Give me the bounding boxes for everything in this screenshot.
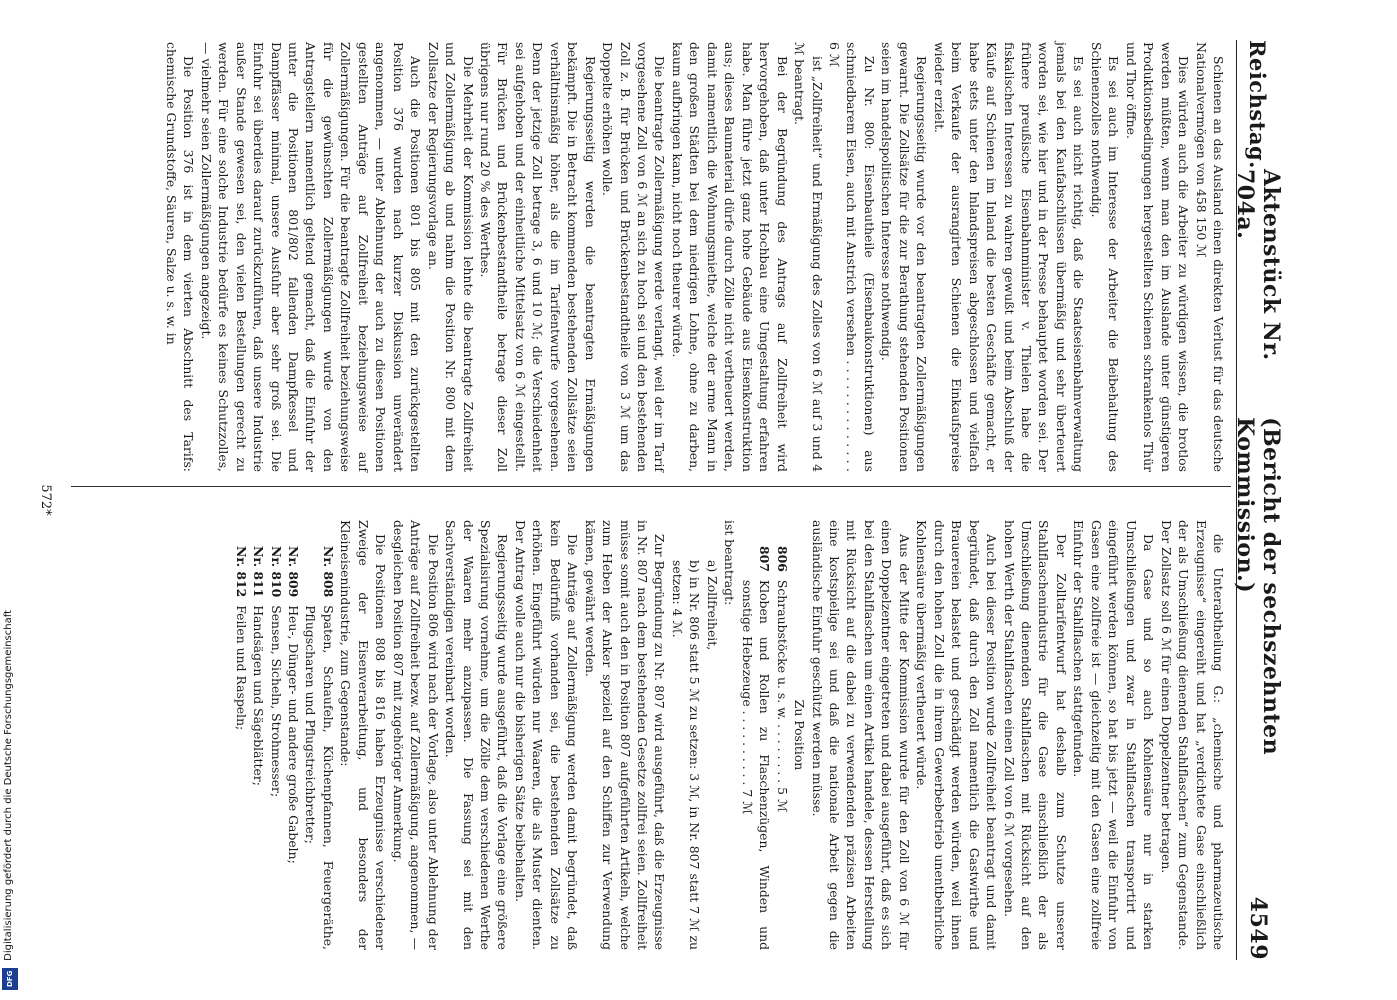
item-number: Nr. 809	[285, 546, 301, 598]
paragraph: Die beantragte Zollermäßigung werde verlangt, weil der im Tarif vorgesehene Zoll von 6 ℳ an sich zu hoch sei und den bestehenden Zoll z. B. für Brücken und Brückenbestandtheile von 3 ℳ um das Doppelte erhöhen wolle.	[600, 42, 668, 472]
paragraph: Regierungsseitig wurde vor den beantragten Zollermäßigungen gewarnt. Die Zollsätze für die zur Berathung stehenden Positionen seien im handelspolitischen Interesse nothwendig.	[879, 42, 930, 472]
option-item: a) Zollfreiheit,	[704, 560, 720, 651]
paragraph: Die Anträge auf Zollermäßigung werden damit begründet, daß kein Bedürfniß vorhanden sei, die bestehenden Zollsätze zu erhöhen. Eingeführt würden nur Waaren, die als Muster dienten. Der Antrag wolle auch nur die bisherigen Sätze beibehalten.	[512, 520, 581, 950]
right-top-paragraphs	[808, 520, 1227, 950]
item-number: 807	[757, 546, 773, 572]
paragraph: Auch bei dieser Position wurde Zollfreiheit beantragt und damit begründet, daß durch den Zoll namentlich die Gastwirthe und Brauereien belastet und geschädigt werden würden, weil ihnen durch den hohen Zoll die in ihrem Gewerbebetrieb unentbehrliche Kohlensäure übermäßig vertheuert würde.	[914, 520, 1000, 950]
beantragt-label: ist beantragt:	[722, 520, 738, 606]
item-text: Kloben und Rollen zu Flaschenzügen, Winden und sonstige Hebezeuge . . . . . . . . . . 7 ℳ	[739, 579, 773, 950]
paragraph: Die Positionen 808 bis 816 haben Erzeugnisse verschiedener Zweige der Eisenverarbeitung, und besonders der Kleineisenindustrie, zum Gegenstande:	[338, 520, 389, 950]
paragraph: ist „Zollfreiheit“ und Ermäßigung des Zolles von 6 ℳ auf 3 und 4 ℳ beantragt.	[792, 42, 825, 472]
header-left: Reichstag.	[1245, 40, 1271, 169]
page-footer-number: 572*	[38, 484, 53, 516]
paragraph: Die Position 806 wird nach der Vorlage, also unter Ablehnung der Anträge auf Zollfreiheit bezw. auf Zollermäßigung, angenommen, — desgleichen Position 807 mit zugehöriger Anmerkung.	[390, 520, 441, 950]
funding-sidebar	[0, 0, 22, 1000]
right-column	[232, 520, 1227, 950]
item-number: 806	[774, 546, 790, 572]
paragraph: Regierungsseitig werden die beantragten Ermäßigungen bekämpft. Die in Betracht kommenden bestehenden Zollsätze seien verhältnismäßig höher, als die im Tarifentwurfe vorgesehenen. Denn der jetzige Zoll betrage 3, 6 und 10 ℳ; die Verschiedenheit sei aufgehoben und der einheitliche Mittelsatz von 6 ℳ eingestellt. Für Brücken und Brückenbestandtheile betrage dieser Zoll übrigens nur rund 20 % des Werthes.	[477, 42, 598, 472]
items-list	[232, 520, 337, 950]
zu-position: Zu Position	[792, 699, 808, 771]
paragraph: die Unterabtheilung G.: „chemische und pharmazeutische Erzeugnisse“ eingereiht und hat „verdichtete Gase einschließlich der als Umschließung dienenden Stahlflaschen“ zum Gegenstande. Der Zollsatz soll 6 ℳ für einen Doppelzentner betragen.	[1158, 520, 1226, 950]
item-text: Spaten, Schaufeln, Küchenpfannen, Feuergeräthe, Pflugscharen und Pflugstreichbretter;	[303, 605, 336, 950]
list-item	[250, 546, 267, 950]
item-number: Nr. 810	[268, 546, 284, 598]
paragraph: Zur Begründung zu Nr. 807 wird ausgeführt, daß die Erzeugnisse in Nr. 807 nach dem bestehenden Gesetze zollfrei seien. Zollfreiheit müsse somit auch den in Position 807 aufgeführten Artikeln, welche zum Heben der Anker speziell auf den Schiffen zur Verwendung kämen, gewährt werden.	[582, 520, 668, 950]
header-subtitle: (Bericht der sechszehnten Kommission.)	[1232, 417, 1284, 756]
list-item	[267, 546, 284, 950]
header-page-number: 4549	[1245, 896, 1271, 960]
paragraph: Die Mehrheit der Kommission lehnte die beantragte Zollfreiheit und Zollermäßigung ab und nahm die Position Nr. 800 mit dem Zollsatze der Regierungsvorlage an.	[425, 42, 476, 472]
paragraph: Dies würden auch die Arbeiter zu würdigen wissen, die brotlos werden müßten, wenn man den im Auslande unter günstigeren Produktionsbedingungen hergestellten Schienen schrankenlos Thür und Thor öffne.	[1123, 42, 1192, 472]
paragraph: Zu Nr. 800: Eisenbautheile (Eisenbaukonstruktionen) aus schmiedbarem Eisen, auch mit Anstrich versehen . . . . . . . . . . . . . . 6 ℳ	[827, 42, 877, 472]
options-list	[669, 520, 721, 950]
paragraph: Schienen an das Ausland einen direkten Verlust für das deutsche Nationalvermögen von 458 150 ℳ	[1193, 42, 1226, 472]
funding-note: Digitalisierung gefördert durch die Deutsche Forschungsgemeinschaft	[3, 610, 14, 961]
item-number: Nr. 812	[233, 546, 249, 598]
paragraph: Der Zolltarifentwurf hat deshalb zum Schutze unserer Stahlflaschenindustrie für die Gase einschließlich der als Umschließung dienenden Stahlflaschen mit Rücksicht auf den hohen Werth der Stahlflaschen einen Zoll von 6 ℳ vorgesehen.	[1001, 520, 1069, 950]
document-page	[15, 20, 1284, 980]
item-number: Nr. 811	[251, 546, 267, 598]
list-item	[302, 546, 337, 950]
list-item	[285, 546, 302, 950]
dfg-logo: DFG	[2, 968, 18, 990]
right-mid-paragraphs	[337, 520, 669, 950]
item-text: Feilen und Raspeln;	[233, 605, 249, 731]
list-item	[738, 546, 773, 950]
item-text: Heu-, Dünger- und andere große Gabeln;	[285, 605, 301, 864]
column-divider	[71, 486, 1231, 487]
paragraph: Bei der Begründung des Antrags auf Zollfreiheit wird hervorgehoben, daß unter Hochbau eine Umgestaltung erfahren habe. Man führe jetzt ganz hohe Gebäude aus Eisenkonstruktion aus; dieses Baumaterial dürfe durch Zölle nicht vertheuert werden, damit namentlich die Wohnungsmiethe, welche der arme Mann in den großen Städten bei dem niedrigen Lohne, ohne zu darben, kaum aufbringen kann, nicht noch theurer würde.	[669, 42, 790, 472]
paragraph: Die Position 376 ist in dem vierten Abschnitt des Tarifs: chemische Grundstoffe, Säuren, Salze u. s. w. in	[163, 42, 197, 472]
paragraph: Auch die Positionen 801 bis 805 mit den zurückgestellten Position 376 wurden nach kurzer Diskussion unverändert angenommen, — unter Ablehnung der auch zu diesen Positionen gestellten Anträge auf Zollfreiheit beziehungsweise auf Zollermäßigungen. Für die beantragte Zollfreiheit beziehungsweise für die gewünschten Zollermäßigungen wurde von den Antragstellern namentlich geltend gemacht, daß die Einfuhr der unter die Positionen 801/802 fallenden Dampfkessel und Dampffässer minimal, unsere Ausfuhr aber sehr groß sei. Die Einfuhr sei überdies darauf zurückzuführen, daß unsere Industrie außer Stande gewesen sei, den vielen Bestellungen gerecht zu werden. Für eine solche Industrie bedürfe es keines Schutzzolles, — vielmehr seien Zollermäßigungen angezeigt.	[198, 42, 424, 472]
option-item: b) in Nr. 806 statt 5 ℳ zu setzen: 3 ℳ, in Nr. 807 statt 7 ℳ zu setzen: 4 ℳ.	[669, 560, 703, 950]
item-text: Schraubstöcke u. s. w. . . . . . . . . 5 ℳ	[774, 579, 790, 813]
list-item	[773, 546, 790, 950]
left-column	[162, 42, 1227, 472]
item-number: Nr. 808	[320, 546, 336, 598]
header-rule	[1236, 40, 1237, 960]
item-text: Sensen, Sicheln, Strohmesser;	[268, 605, 284, 798]
header-title: Aktenstück Nr. 704a.	[1232, 168, 1284, 361]
page-header	[1232, 40, 1284, 960]
paragraph: Da Gase und so auch Kohlensäure nur in starken Umschließungen und zwar in Stahlflaschen transportirt und eingeführt werden können, so hat bis jetzt — weil die Einfuhr von Gasen eine zollfreie ist — gleichzeitig mit den Gasen eine zollfreie Einfuhr der Stahlflaschen stattgefunden.	[1071, 520, 1157, 950]
paragraph: Regierungsseitig wurde ausgeführt, daß die Vorlage eine größere Spezialisirung vornehme, um die Zölle dem verschiedenen Werthe der Waaren mehr anzupassen. Die Fassung sei mit den Sachverständigen vereinbart worden.	[443, 520, 511, 950]
item-text: Handsägen und Sägeblätter;	[251, 605, 267, 786]
position-list	[738, 520, 790, 950]
paragraph: Aus der Mitte der Kommission wurde für den Zoll von 6 ℳ für einen Doppelzentner eingetreten und dabei ausgeführt, daß es sich bei den Stahlflaschen um einen Artikel handele, dessen Herstellung mit Rücksicht auf die dabei zu verwendenden präzisen Arbeiten eine kostspielige sei und daß die nationale Arbeit gegen die ausländische Einfuhr geschützt werden müsse.	[809, 520, 912, 950]
list-item	[232, 546, 249, 950]
paragraph: Es sei auch im Interesse der Arbeiter die Beibehaltung des Schienenzolles nothwendig.	[1088, 42, 1122, 472]
paragraph: Es sei auch nicht richtig, daß die Staatseisenbahnverwaltung jemals bei den Kaufabschlüssen übermäßig und sehr überteuert worden sei, wie hier und in der Presse behauptet worden sei. Der frühere preußische Eisenbahnminister v. Thielen habe die fiskalischen Interessen zu wahren gewußt und beim Abschluß der Käufe auf Schienen im Inland die besten Geschäfte gemacht, er habe stets unter den Inlandspreisen abgeschlossen und vielfach beim Verkaufe der ausrangirten Schienen die Einkaufspreise wieder erzielt.	[931, 42, 1087, 472]
